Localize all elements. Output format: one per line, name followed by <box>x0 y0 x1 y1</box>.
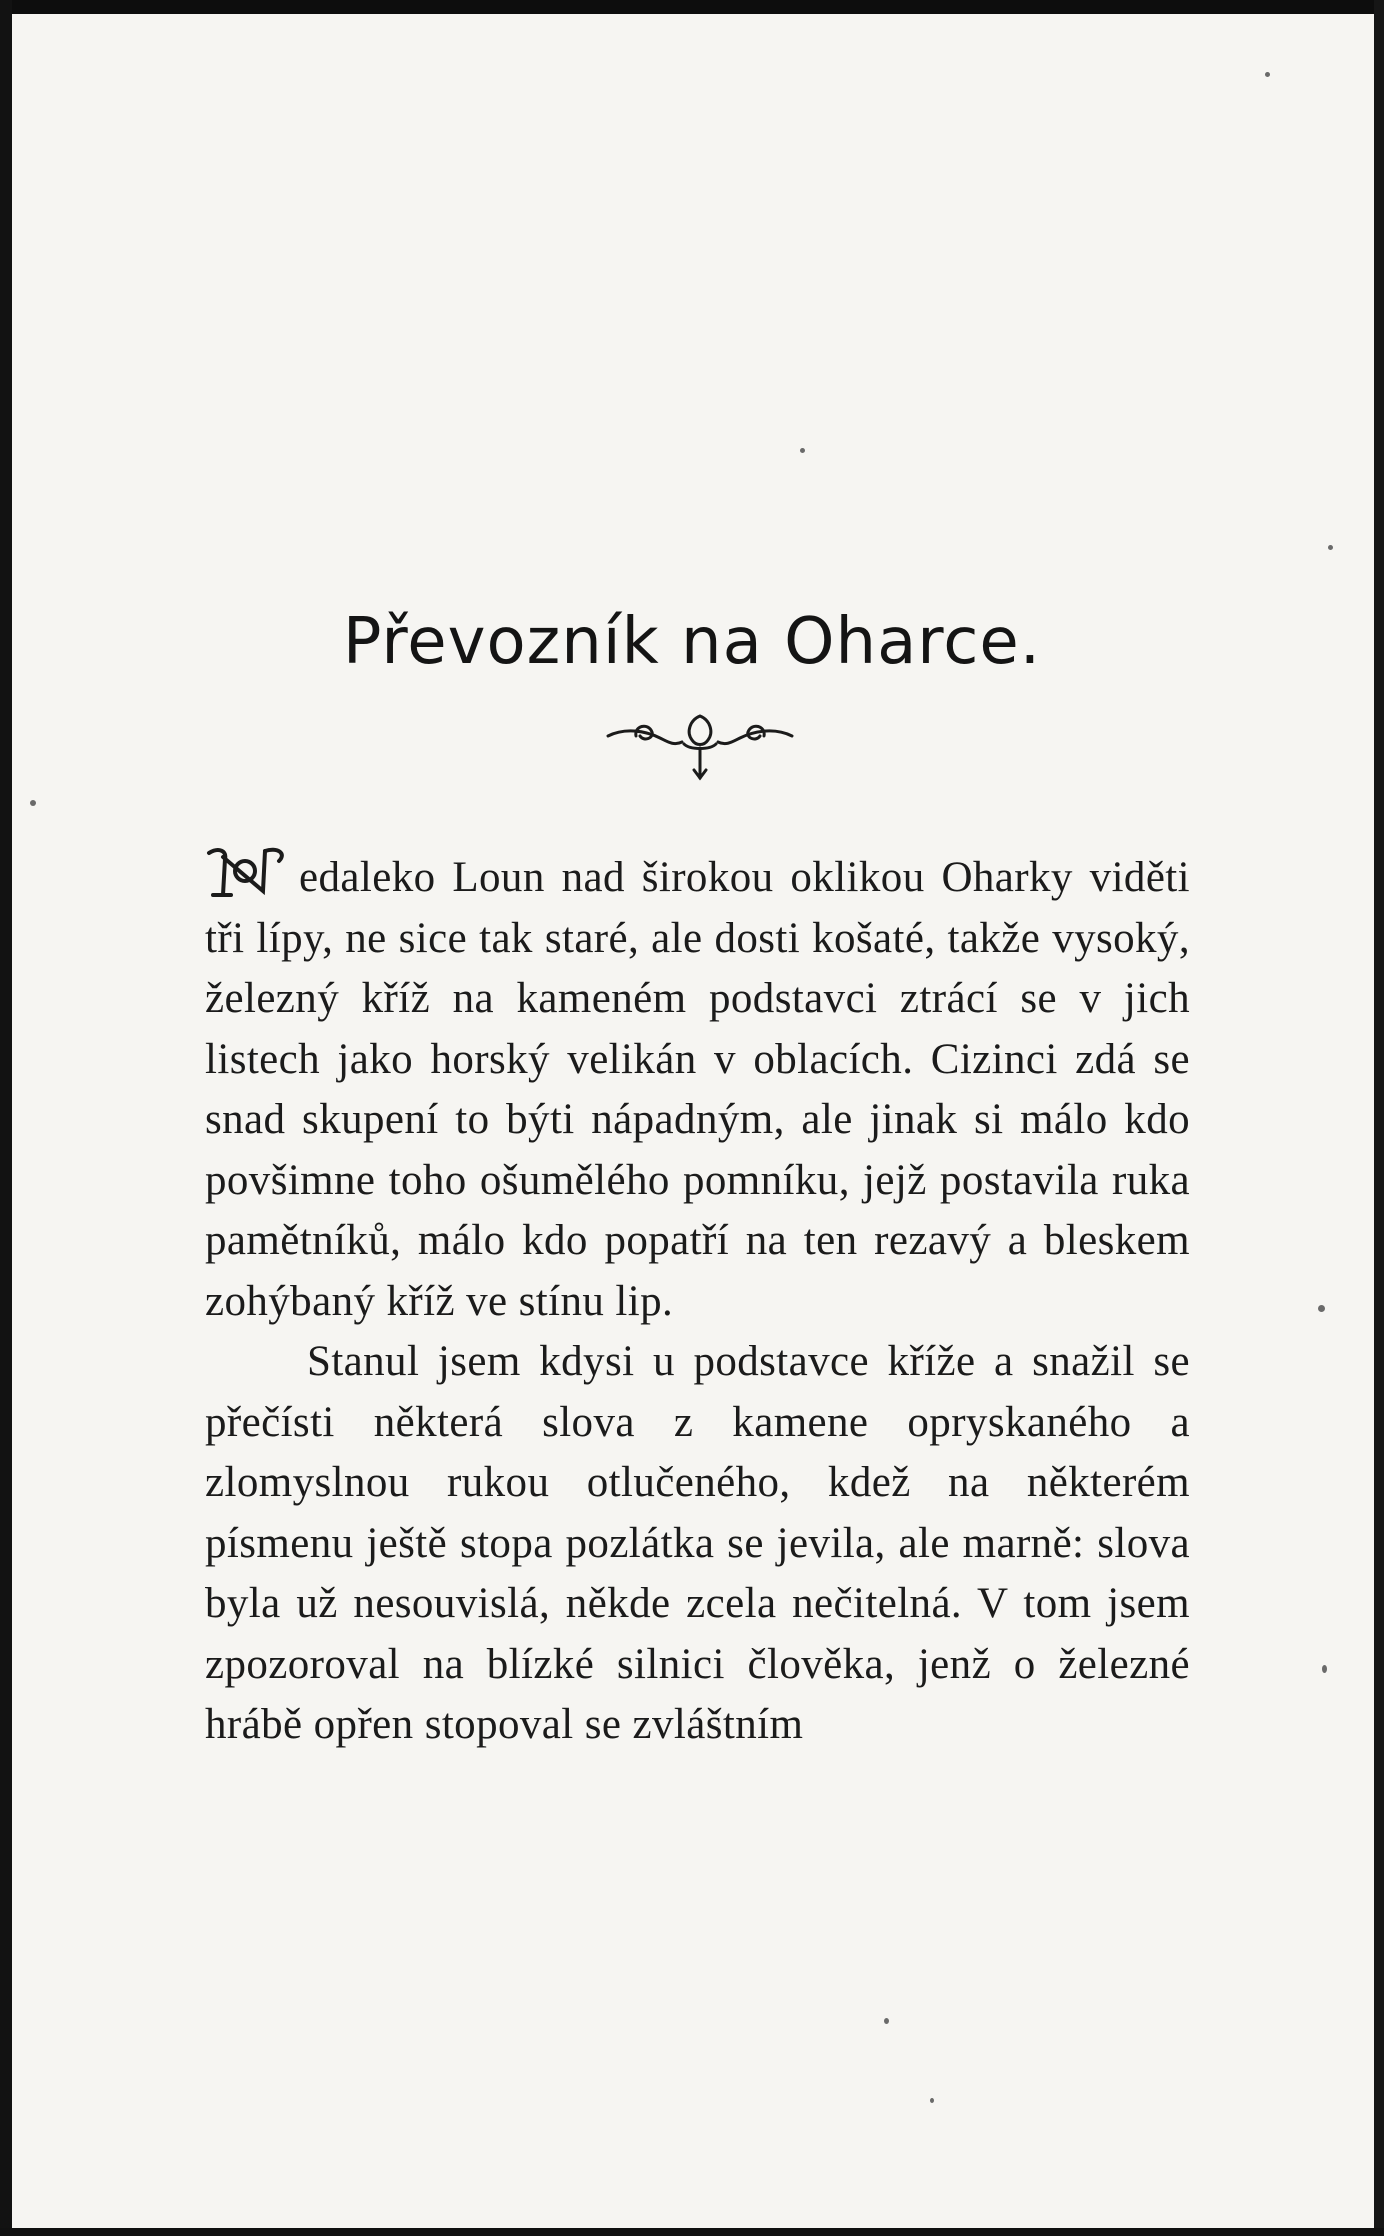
scan-speck <box>30 800 36 806</box>
scan-speck <box>1318 1305 1325 1312</box>
scan-border-right <box>1374 0 1384 2236</box>
ornamental-initial-n <box>205 845 297 897</box>
scan-speck <box>884 2018 889 2024</box>
paragraph-1 <box>205 845 1190 1332</box>
scan-border-bottom <box>0 2228 1384 2236</box>
chapter-title: Převozník na Oharce. <box>342 605 1042 679</box>
scan-speck <box>1328 545 1333 550</box>
scan-speck <box>800 448 805 453</box>
scan-speck <box>930 2098 934 2103</box>
body-text <box>205 845 1190 1756</box>
scan-border-left <box>0 0 12 2236</box>
scan-border-top <box>0 0 1384 14</box>
paragraph-2: Stanul jsem kdysi u podstavce kříže a snažil se přečísti některá slova z kamene opryskaného a zlomyslnou rukou otlučeného, kdež na některém písmenu ještě stopa pozlátka se jevila, ale marně: slova byla už nesouvislá, někde zcela nečitelná. V tom jsem zpozoroval na blízké silnici člověka, jenž o železné hrábě opřen stopoval se zvláštním <box>205 1338 1190 1748</box>
paragraph-1-text: edaleko Loun nad širokou oklikou Oharky viděti tři lípy, ne sice tak staré, ale dosti košaté, takže vysoký, železný kříž na kameném podstavci ztrácí se v jich listech jako horský velikán v oblacích. Cizinci zdá se snad skupení to býti nápadným, ale jinak si málo kdo povšimne toho ošumělého pomníku, jejž postavila ruka pamětníků, málo kdo popatří na ten rezavý a bleskem zohýbaný kříž ve stínu lip. <box>205 854 1190 1325</box>
scan-speck <box>1322 1665 1327 1673</box>
scan-speck <box>1265 72 1270 77</box>
ornament-divider <box>602 706 798 786</box>
